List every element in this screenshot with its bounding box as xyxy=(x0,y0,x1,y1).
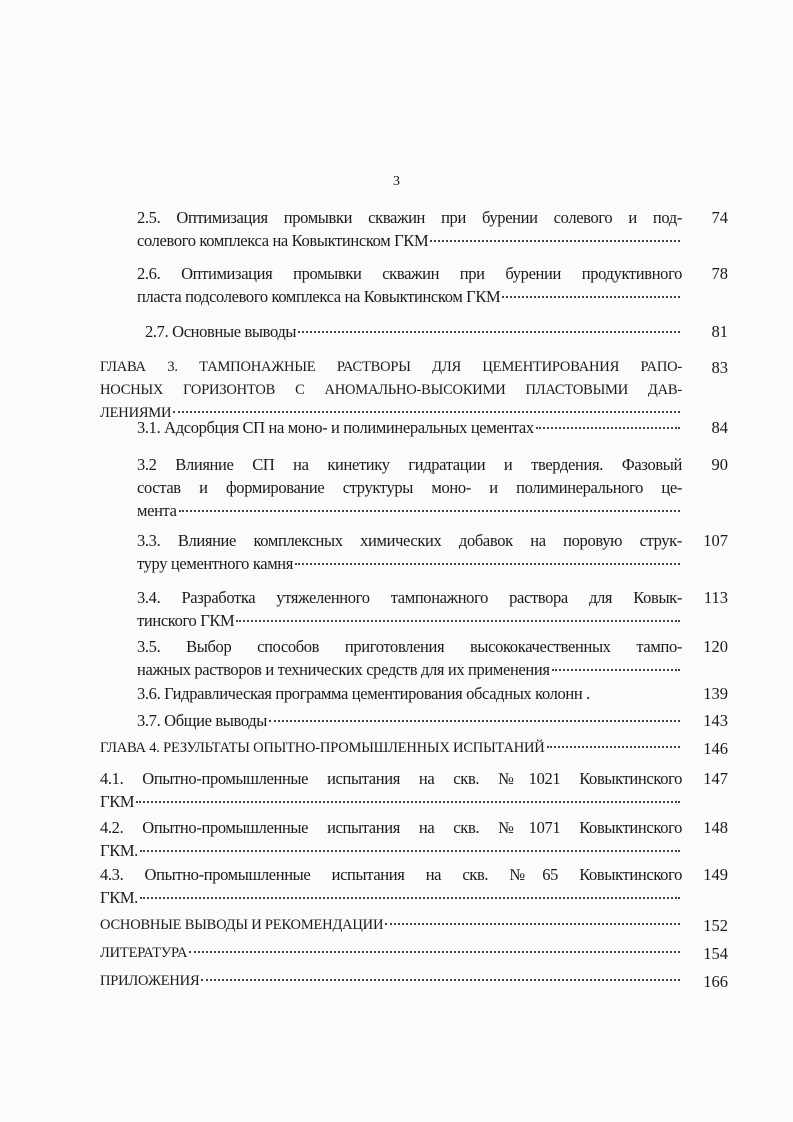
dot-leader xyxy=(269,720,680,722)
dot-leader xyxy=(179,510,680,512)
toc-entry-title-line: 4.3. Опытно-промышленные испытания на скв. №65 Ковыктинского xyxy=(100,865,682,884)
toc-entry-title-text: ГКМ xyxy=(100,792,135,811)
toc-entry-title-line xyxy=(100,839,682,862)
toc-entry-title-text: туру цементного камня xyxy=(137,554,294,573)
dot-leader xyxy=(385,923,680,925)
toc-entry xyxy=(137,262,728,308)
toc-entry-page-number: 146 xyxy=(703,739,728,758)
toc-entry-page-number: 143 xyxy=(703,711,728,730)
toc-entry-title-text: 2.7. Основные выводы xyxy=(145,322,297,341)
toc-entry-title-line xyxy=(100,914,682,937)
toc-entry xyxy=(100,863,728,909)
toc-entry xyxy=(100,767,728,813)
toc-entry-page-number: 78 xyxy=(711,264,728,283)
dot-leader xyxy=(201,979,680,981)
toc-entry xyxy=(137,529,728,575)
toc-entry-title-text: 3.6. Гидравлическая программа цементирования обсадных колонн . xyxy=(137,684,590,703)
toc-entry xyxy=(137,682,728,705)
toc-entry-page-number: 166 xyxy=(703,972,728,991)
toc-entry-page-number: 84 xyxy=(711,418,728,437)
dot-leader xyxy=(295,563,680,565)
toc-entry-title-line xyxy=(137,709,682,732)
toc-entry-title-line: ГЛАВА 3. ТАМПОНАЖНЫЕ РАСТВОРЫ ДЛЯ ЦЕМЕНТИРОВАНИЯ РАПО- xyxy=(100,359,682,375)
toc-entry-title-line: 2.6. Оптимизация промывки скважин при бурении продуктивного xyxy=(137,264,682,283)
toc-entry xyxy=(137,709,728,732)
toc-entry-title-line xyxy=(100,942,682,965)
toc-entry-title-line xyxy=(137,229,682,252)
toc-entry-title-line: 3.2 Влияние СП на кинетику гидратации и твердения. Фазовый xyxy=(137,455,682,474)
toc-entry-page-number: 154 xyxy=(703,944,728,963)
toc-entry-title-text: ПРИЛОЖЕНИЯ xyxy=(100,973,200,989)
toc-entry-title-text: солевого комплекса на Ковыктинском ГКМ xyxy=(137,231,429,250)
toc-entry-title-line xyxy=(137,682,682,705)
toc-entry-title-line: 4.1. Опытно-промышленные испытания на скв. №1021 Ковыктинского xyxy=(100,769,682,788)
toc-entry-page-number: 81 xyxy=(711,322,728,341)
toc-entry xyxy=(100,970,728,993)
toc-entry-title-text: ГКМ. xyxy=(100,888,138,907)
toc-entry-title-line xyxy=(137,416,682,439)
toc-entry-page-number: 90 xyxy=(711,455,728,474)
toc-entry-title-text: ЛИТЕРАТУРА xyxy=(100,945,188,961)
toc-entry-page-number: 74 xyxy=(711,208,728,227)
dot-leader xyxy=(140,897,680,899)
toc-entry-page-number: 148 xyxy=(703,818,728,837)
toc-entry xyxy=(137,206,728,252)
toc-entry-title-line xyxy=(100,970,682,993)
toc-entry-page-number: 120 xyxy=(703,637,728,656)
toc-entry xyxy=(100,914,728,937)
toc-entry-page-number: 149 xyxy=(703,865,728,884)
toc-entry-title-text: 3.7. Общие выводы xyxy=(137,711,268,730)
toc-entry-title-line xyxy=(100,790,682,813)
toc-entry xyxy=(145,320,728,343)
toc-entry-title-line: состав и формирование структуры моно- и полиминерального це- xyxy=(137,478,682,497)
toc-entry-title-line xyxy=(137,552,682,575)
toc-entry-page-number: 107 xyxy=(703,531,728,550)
toc-entry-title-text: ОСНОВНЫЕ ВЫВОДЫ И РЕКОМЕНДАЦИИ xyxy=(100,917,384,933)
toc-entry-title-line: 4.2. Опытно-промышленные испытания на скв. №1071 Ковыктинского xyxy=(100,818,682,837)
page-number: 3 xyxy=(393,174,400,189)
dot-leader xyxy=(236,620,680,622)
toc-entry xyxy=(137,635,728,681)
toc-entry-title-line: НОСНЫХ ГОРИЗОНТОВ С АНОМАЛЬНО-ВЫСОКИМИ ПЛАСТОВЫМИ ДАВ- xyxy=(100,382,682,398)
toc-entry-title-line xyxy=(137,658,682,681)
toc-entry-page-number: 152 xyxy=(703,916,728,935)
toc-entry-title-text: тинского ГКМ xyxy=(137,611,235,630)
toc-entry-title-text: ГКМ. xyxy=(100,841,138,860)
toc-entry xyxy=(100,356,728,425)
toc-entry-title-line: 2.5. Оптимизация промывки скважин при бурении солевого и под- xyxy=(137,208,682,227)
dot-leader xyxy=(136,801,680,803)
toc-entry-title-line: 3.3. Влияние комплексных химических добавок на поровую струк- xyxy=(137,531,682,550)
toc-entry-title-line xyxy=(145,320,682,343)
toc-entry-title-line xyxy=(100,886,682,909)
dot-leader xyxy=(189,951,680,953)
dot-leader xyxy=(430,240,680,242)
dot-leader xyxy=(552,669,680,671)
toc-entry-title-text: ГЛАВА 4. РЕЗУЛЬТАТЫ ОПЫТНО-ПРОМЫШЛЕННЫХ ИСПЫТАНИЙ xyxy=(100,740,545,756)
toc-entry xyxy=(137,453,728,522)
dot-leader xyxy=(173,411,680,413)
toc-entry-title-text: нажных растворов и технических средств для их применения xyxy=(137,660,550,679)
toc-entry-page-number: 113 xyxy=(703,588,728,607)
toc-entry-title-text: 3.1. Адсорбция СП на моно- и полиминеральных цементах xyxy=(137,418,534,437)
toc-entry-title-line xyxy=(100,737,682,760)
toc-entry-page-number: 139 xyxy=(703,684,728,703)
toc-entry-title-text: пласта подсолевого комплекса на Ковыктинском ГКМ xyxy=(137,287,501,306)
toc-entry-title-text: ЛЕНИЯМИ xyxy=(100,405,172,421)
toc-entry-title-line xyxy=(137,285,682,308)
toc-entry xyxy=(100,816,728,862)
dot-leader xyxy=(536,427,680,429)
toc-entry-title-line: 3.4. Разработка утяжеленного тампонажного раствора для Ковык- xyxy=(137,588,682,607)
toc-entry xyxy=(100,942,728,965)
toc-entry xyxy=(137,586,728,632)
dot-leader xyxy=(547,746,680,748)
toc-entry-title-line xyxy=(137,609,682,632)
toc-entry-page-number: 83 xyxy=(711,358,728,377)
dot-leader xyxy=(140,850,680,852)
toc-entry xyxy=(137,416,728,439)
toc-entry-title-text: мента xyxy=(137,501,177,520)
toc-entry-title-line xyxy=(137,499,682,522)
toc-entry xyxy=(100,737,728,760)
dot-leader xyxy=(298,331,680,333)
toc-entry-page-number: 147 xyxy=(703,769,728,788)
dot-leader xyxy=(502,296,680,298)
toc-entry-title-line: 3.5. Выбор способов приготовления высококачественных тампо- xyxy=(137,637,682,656)
